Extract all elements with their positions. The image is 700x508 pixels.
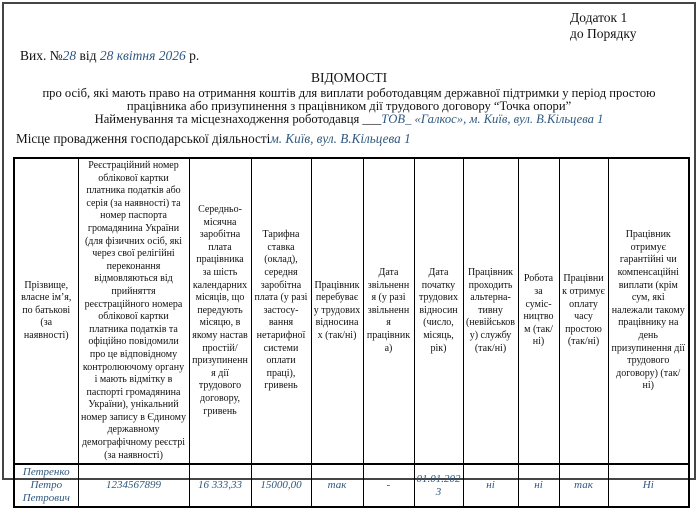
table-data-row — [14, 464, 689, 507]
header-cell-employment-status: Працівник перебуває у трудових відносинах (так/ні) — [311, 158, 363, 464]
outgoing-prefix: Вих. № — [20, 48, 63, 63]
header-cell-alternative-service: Працівник проходить альтерна-тивну (невійськову) службу (так/ні) — [463, 158, 518, 464]
value-secondary-employment: ні — [518, 464, 559, 507]
outgoing-suffix: р. — [185, 48, 200, 63]
value-tax-number: 1234567899 — [78, 464, 189, 507]
outgoing-number-line — [20, 48, 199, 64]
header-cell-tax-number: Реєстраційний номер облікової картки платника податків або серія (за наявності) та номер паспорта громадянина України (для фізичних осіб, які через свої релігійні переконання відмовляються від прийняття реєстраційного номера облікової картки платника податків та офіційно повідомили про це відповідному контролюючому органу і мають відмітку в паспорті громадянина України), унікальний номер запису в Єдиному державному демографічному реєстрі (за наявності) — [78, 158, 189, 464]
outgoing-date-value: 28 квітня 2026 — [99, 48, 186, 63]
employees-table — [13, 157, 690, 508]
header-cell-secondary-employment: Робота за суміс-ництвом (так/ні) — [518, 158, 559, 464]
value-alternative-service: ні — [463, 464, 518, 507]
outgoing-between: від — [76, 48, 100, 63]
employer-value: ТОВ_ «Галкос», м. Київ, вул. В.Кільцева 1 — [381, 112, 604, 126]
header-cell-employment-start-date: Дата початку трудових відносин (число, місяць, рік) — [414, 158, 463, 464]
header-cell-tariff-rate: Тарифна ставка (оклад), середня заробітна плата (у разі застосу-вання нетарифної системи оплати праці), гривень — [251, 158, 311, 464]
value-surname: Петренко Петро Петрович — [14, 464, 78, 507]
header-cell-dismissal-date: Дата звільнення (у разі звільнення працівника) — [363, 158, 414, 464]
document-title: ВІДОМОСТІ — [310, 70, 388, 85]
appendix-note — [570, 10, 636, 42]
value-employment-status: так — [311, 464, 363, 507]
value-average-salary: 16 333,33 — [189, 464, 251, 507]
value-employment-start-date: 01.01.2023 — [414, 464, 463, 507]
business-place-line — [16, 131, 411, 147]
value-dismissal-date: - — [363, 464, 414, 507]
document-subtitle-line2: працівника або призупинення з працівником дії трудового договору “Точка опори” — [126, 99, 572, 113]
value-guarantee-payments: Ні — [608, 464, 689, 507]
document-subtitle-line1: про осіб, які мають право на отримання коштів для виплати роботодавцям державної підтримки у період простою — [42, 86, 656, 100]
table-header-row — [14, 158, 689, 464]
employer-line — [4, 112, 694, 127]
header-cell-surname: Прізвище, власне ім’я, по батькові (за наявності) — [14, 158, 78, 464]
outgoing-number-value: 28 — [62, 48, 77, 63]
value-tariff-rate: 15000,00 — [251, 464, 311, 507]
value-downtime-pay: так — [559, 464, 608, 507]
header-cell-downtime-pay: Працівник отримує оплату часу простою (так/ні) — [559, 158, 608, 464]
header-cell-guarantee-payments: Працівник отримує гарантійні чи компенсаційні виплати (крім сум, які належали такому працівнику на день призупинення дії трудового договору) (так/ні) — [608, 158, 689, 464]
business-place-value: м. Київ, вул. В.Кільцева 1 — [270, 131, 411, 146]
document-page — [2, 2, 696, 505]
header-cell-average-salary: Середньо-місячна заробітна плата працівника за шість календарних місяців, що передують місяцю, в якому настав простій/ призупинення дії трудового договору, гривень — [189, 158, 251, 464]
business-place-label: Місце провадження господарської діяльності — [16, 131, 271, 146]
appendix-line2: до Порядку — [570, 26, 637, 41]
appendix-line1: Додаток 1 — [570, 10, 628, 25]
employer-label: Найменування та місцезнаходження роботодавця ___ — [94, 112, 382, 126]
